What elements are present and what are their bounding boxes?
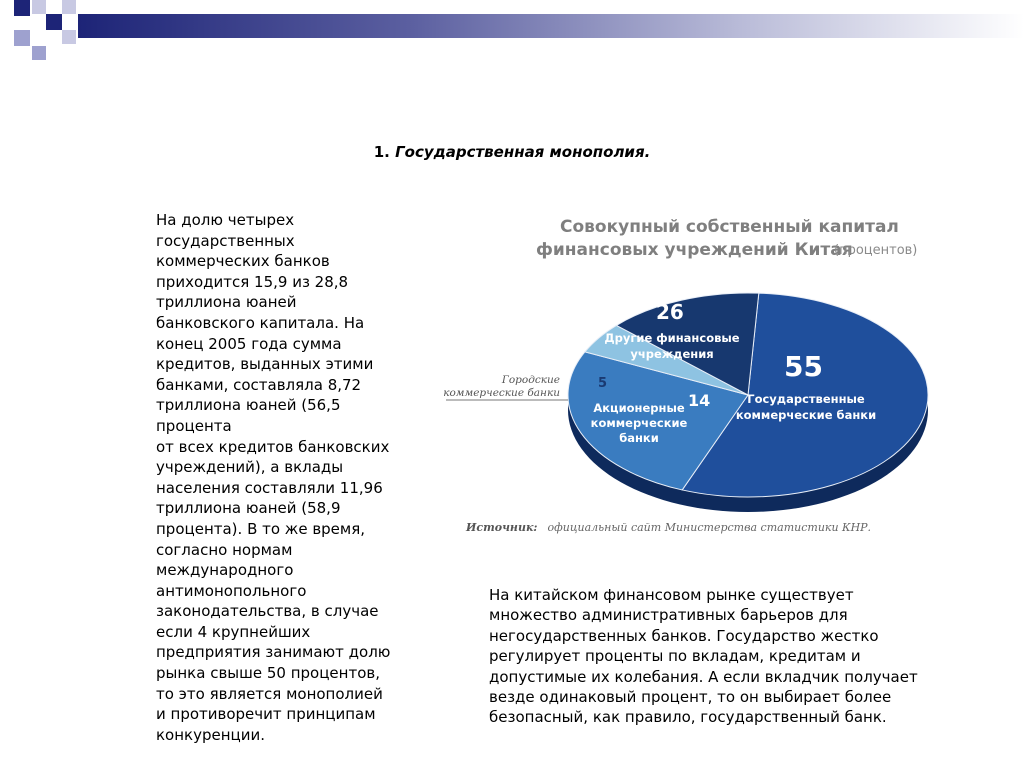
label-joint-2: коммерческие — [590, 416, 688, 430]
corner-square — [14, 30, 30, 46]
value-city: 5 — [598, 376, 608, 391]
corner-square — [32, 46, 46, 60]
pie-chart-svg — [440, 200, 940, 550]
slide-title — [0, 143, 1024, 161]
corner-square — [32, 0, 46, 14]
label-other-1: Другие финансовые — [604, 331, 740, 345]
value-state: 55 — [784, 350, 823, 383]
corner-square — [14, 0, 30, 16]
left-paragraph: На долю четырех государственных коммерческих банков приходится 15,9 из 28,8 триллиона юаней банковского капитала. На конец 2005 года сумма кредитов, выданных этими банками, составляла 8,72 триллиона юаней (56,5 процента от всех кредитов банковских учреждений), а вклады населения составляли 11,96 триллиона юаней (58,9 процента). В то же время, согласно нормам международного антимонопольного законодательства, в случае если 4 крупнейших предприятия занимают долю рынка свыше 50 процентов, то это является монополией и противоречит принципам конкуренции. — [156, 211, 391, 744]
value-other: 26 — [656, 300, 684, 324]
label-joint-1: Акционерные — [593, 401, 685, 415]
right-paragraph: На китайском финансовом рынке существует множество административных барьеров для негосударственных банков. Государство жестко регулирует проценты по вкладам, кредитам и допустимые их колебания. А если вкладчик получает везде одинаковый процент, то он выбирает более безопасный, как правило, государственный банк. — [489, 586, 918, 727]
chart-source — [465, 516, 871, 535]
label-joint-3: банки — [619, 431, 659, 445]
chart-title-line1: Совокупный собственный капитал — [560, 217, 899, 237]
source-text: официальный сайт Министерства статистики КНР. — [547, 521, 872, 534]
label-city-2: коммерческие банки — [443, 387, 560, 399]
corner-square — [62, 30, 76, 44]
corner-square — [62, 0, 76, 14]
chart-unit: (процентов) — [834, 243, 918, 258]
title-number: 1. — [373, 143, 390, 161]
pie-chart — [440, 200, 940, 550]
corner-square — [46, 14, 62, 30]
header-bar — [78, 14, 1024, 38]
title-text: Государственная монополия. — [395, 143, 651, 161]
label-state-1: Государственные — [747, 392, 865, 406]
chart-title-line2: финансовых учреждений Китая — [536, 240, 853, 260]
label-state-2: коммерческие банки — [735, 408, 877, 422]
label-other-2: учреждения — [630, 347, 714, 361]
source-key: Источник: — [466, 521, 538, 534]
label-city-1: Городские — [501, 374, 560, 386]
value-joint: 14 — [688, 391, 711, 410]
